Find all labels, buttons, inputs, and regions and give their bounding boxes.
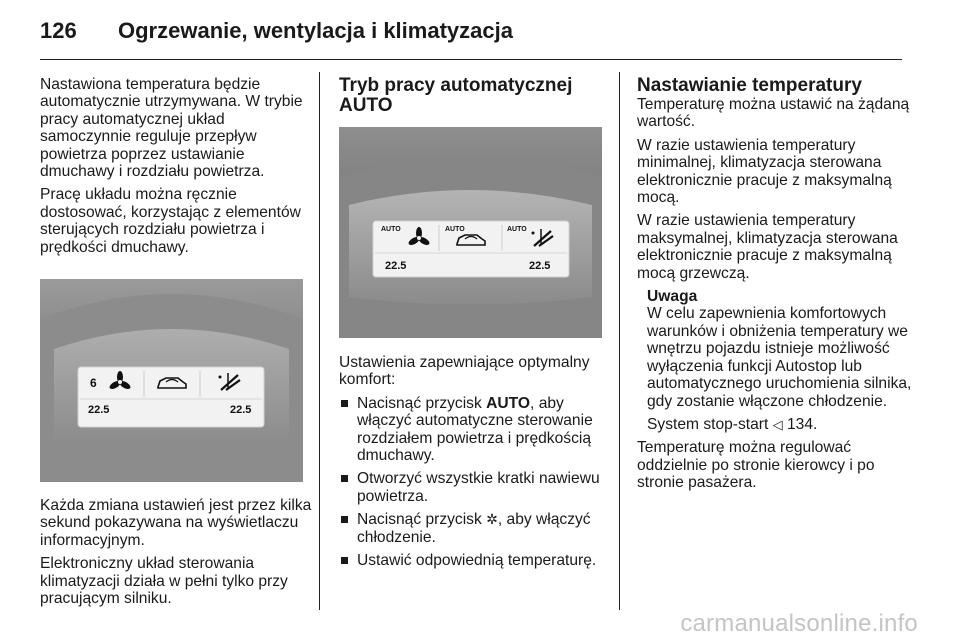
paragraph: W razie ustawienia temperatury maksymalnej, klimatyzacja sterowana elektronicznie pracuje z maksymalną mocą grzewczą. <box>637 212 898 282</box>
column-3 <box>637 76 912 498</box>
reference-page: 134. <box>782 415 818 433</box>
watermark: carmanualsonline.info <box>680 610 918 637</box>
temperature-right: 22.5 <box>230 404 252 416</box>
page-number: 126 <box>40 18 77 43</box>
heading-line: AUTO <box>339 95 393 116</box>
bullet-marker <box>341 557 348 564</box>
column-1-lower <box>40 497 312 613</box>
bullet-text: Nacisnąć przycisk <box>357 394 487 412</box>
column-2-lower <box>339 354 611 575</box>
auto-label-distribution: AUTO <box>507 226 527 233</box>
page-reference-icon: ◁ <box>772 416 783 432</box>
bullet-text: Nacisnąć przycisk <box>357 511 487 529</box>
bullet-text: , aby włączyć automatyczne sterowanie rozdziałem powietrza i prędkością dmuchawy. <box>357 394 593 465</box>
paragraph: Elektroniczny układ sterowania klimatyzacji działa w pełni tylko przy pracującym silniku. <box>40 555 288 608</box>
bullet-marker <box>341 400 348 407</box>
bullet-item <box>339 511 611 546</box>
climate-display-auto-illustration <box>339 127 602 338</box>
header-divider <box>40 59 902 60</box>
climate-display-figure-manual <box>40 279 303 482</box>
note-body: W celu zapewnienia komfortowych warunków i obniżenia temperatury we wnętrzu pojazdu istnieje możliwość wyłączenia funkcji Autostop lub automatycznego uruchomienia silnika, gdy zostanie włączone chłodzenie. <box>647 305 912 410</box>
note-title: Uwaga <box>647 288 698 306</box>
bullet-text: , aby włączyć chłodzenie. <box>357 511 591 546</box>
temperature-right: 22.5 <box>529 260 551 272</box>
section-heading: Nastawianie temperatury <box>637 75 862 96</box>
chapter-title: Ogrzewanie, wentylacja i klimatyzacja <box>118 18 513 43</box>
paragraph: Każda zmiana ustawień jest przez kilka sekund pokazywana na wyświetlaczu informacyjnym. <box>40 497 312 549</box>
section-heading <box>339 76 611 116</box>
fan-speed-value: 6 <box>90 376 97 390</box>
auto-label-recirculation: AUTO <box>445 226 465 233</box>
cross-reference <box>647 416 912 433</box>
column-2 <box>339 76 611 116</box>
climate-display-illustration <box>40 279 303 482</box>
page-header <box>40 18 900 48</box>
auto-button-label: AUTO <box>486 394 531 412</box>
column-divider-1 <box>319 72 320 610</box>
bullet-text: Ustawić odpowiednią temperaturę. <box>357 552 597 570</box>
bullet-item <box>339 395 611 465</box>
paragraph: Pracę układu można ręcznie dostosować, korzystając z elementów sterujących rozdziału powietrza i prędkości dmuchawy. <box>40 186 301 256</box>
bullet-text: Otworzyć wszystkie kratki nawiewu powietrza. <box>357 470 600 505</box>
bullet-item <box>339 552 611 569</box>
bullet-marker <box>341 516 348 523</box>
reference-text: System stop-start <box>647 415 773 433</box>
note-box <box>637 288 912 433</box>
paragraph: Ustawienia zapewniające optymalny komfort: <box>339 354 590 389</box>
climate-display-figure-auto <box>339 127 602 338</box>
paragraph: Temperaturę można regulować oddzielnie po stronie kierowcy i po stronie pasażera. <box>637 439 875 492</box>
paragraph: W razie ustawienia temperatury minimalnej, klimatyzacja sterowana elektronicznie pracuje z maksymalną mocą. <box>637 136 892 207</box>
paragraph: Nastawiona temperatura będzie automatycznie utrzymywana. W trybie pracy automatycznej układ samoczynnie reguluje przepływ powietrza poprzez ustawianie dmuchawy i rozdziału powietrza. <box>40 76 303 181</box>
paragraph: Temperaturę można ustawić na żądaną wartość. <box>637 96 910 131</box>
temperature-left: 22.5 <box>88 404 110 416</box>
air-conditioning-icon: ✲ <box>486 511 498 528</box>
column-1 <box>40 76 312 262</box>
bullet-item <box>339 470 611 505</box>
heading-line: Tryb pracy automatycznej <box>339 75 573 96</box>
auto-label-fan: AUTO <box>381 226 401 233</box>
bullet-marker <box>341 475 348 482</box>
temperature-left: 22.5 <box>385 260 407 272</box>
column-divider-2 <box>619 72 620 610</box>
